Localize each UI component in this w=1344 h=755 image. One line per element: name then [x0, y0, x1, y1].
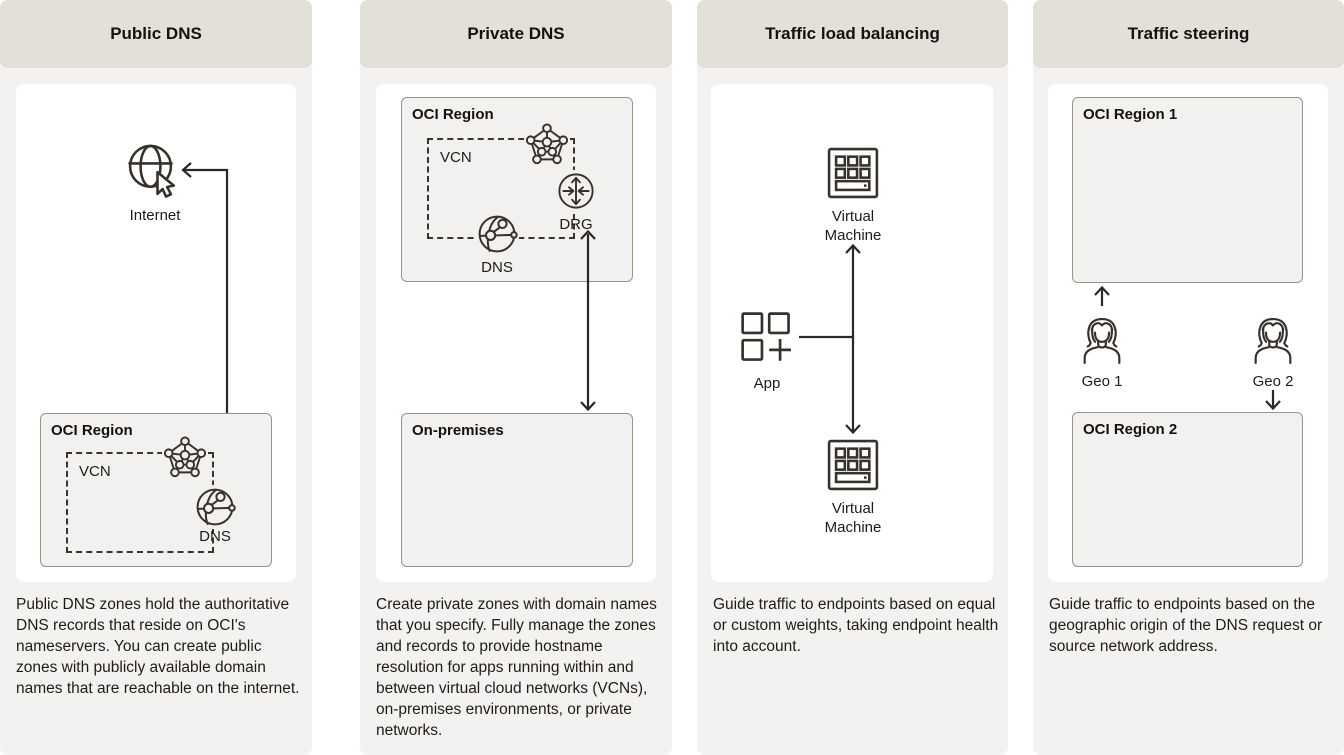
- internet-label: Internet: [129, 207, 181, 224]
- column-private-dns: [360, 0, 672, 755]
- drg-label: DRG: [559, 216, 593, 233]
- drg-icon: [555, 170, 597, 212]
- column-description: Guide traffic to endpoints based on equal or custom weights, taking endpoint health into account.: [713, 596, 999, 655]
- column-title: Traffic load balancing: [765, 24, 940, 43]
- virtual-machine-label: Virtual Machine: [824, 208, 882, 244]
- column-public-dns: [0, 0, 312, 755]
- oci-region-2-box: [1072, 412, 1303, 567]
- column-traffic-load-balancing: [697, 0, 1008, 755]
- diagram-card: [16, 84, 296, 582]
- column-title: Public DNS: [110, 24, 202, 43]
- virtual-machine-label: Virtual Machine: [824, 500, 882, 536]
- vcn-icon: [162, 435, 208, 481]
- person-icon: [1076, 312, 1128, 364]
- column-title: Private DNS: [467, 24, 565, 43]
- oci-region-box: [40, 413, 272, 567]
- oci-region-label: OCI Region: [51, 422, 133, 439]
- column-traffic-steering: [1033, 0, 1344, 755]
- column-header: [697, 0, 1008, 68]
- vcn-label: VCN: [79, 463, 111, 480]
- vcn-icon: [524, 122, 570, 168]
- dns-icon: [193, 485, 237, 529]
- geo1-label: Geo 1: [1081, 373, 1123, 390]
- oci-region-label: OCI Region: [412, 106, 494, 123]
- on-premises-box: [401, 413, 633, 567]
- oci-region-1-box: [1072, 97, 1303, 283]
- diagram-card: [1048, 84, 1328, 582]
- on-premises-label: On-premises: [412, 422, 504, 439]
- diagram-card: [711, 84, 993, 582]
- vcn-label: VCN: [440, 149, 472, 166]
- app-icon: [739, 310, 797, 368]
- column-header: [360, 0, 672, 68]
- column-description: Guide traffic to endpoints based on the geographic origin of the DNS request or source network address.: [1049, 596, 1323, 655]
- app-label: App: [753, 375, 781, 392]
- dns-label: DNS: [199, 528, 231, 545]
- column-description: Create private zones with domain names that you specify. Fully manage the zones and records to provide hostname resolution for apps running within and between virtual cloud networks (VCNs), on-premises environments, or private networks.: [376, 596, 657, 739]
- geo2-label: Geo 2: [1252, 373, 1294, 390]
- person-icon: [1247, 312, 1299, 364]
- dns-icon: [475, 212, 519, 256]
- oci-region-1-label: OCI Region 1: [1083, 106, 1178, 123]
- oci-region-2-label: OCI Region 2: [1083, 421, 1178, 438]
- virtual-machine-icon: [825, 145, 881, 201]
- column-header: [0, 0, 312, 68]
- column-description: Public DNS zones hold the authoritative DNS records that reside on OCI's nameservers. You can create public zones with publicly available domain names that are reachable on the internet.: [16, 596, 300, 697]
- dns-label: DNS: [481, 259, 513, 276]
- virtual-machine-icon: [825, 437, 881, 493]
- column-header: [1033, 0, 1344, 68]
- diagram-card: [376, 84, 656, 582]
- column-title: Traffic steering: [1127, 24, 1250, 43]
- internet-icon: [126, 143, 182, 199]
- oci-region-box: [401, 97, 633, 282]
